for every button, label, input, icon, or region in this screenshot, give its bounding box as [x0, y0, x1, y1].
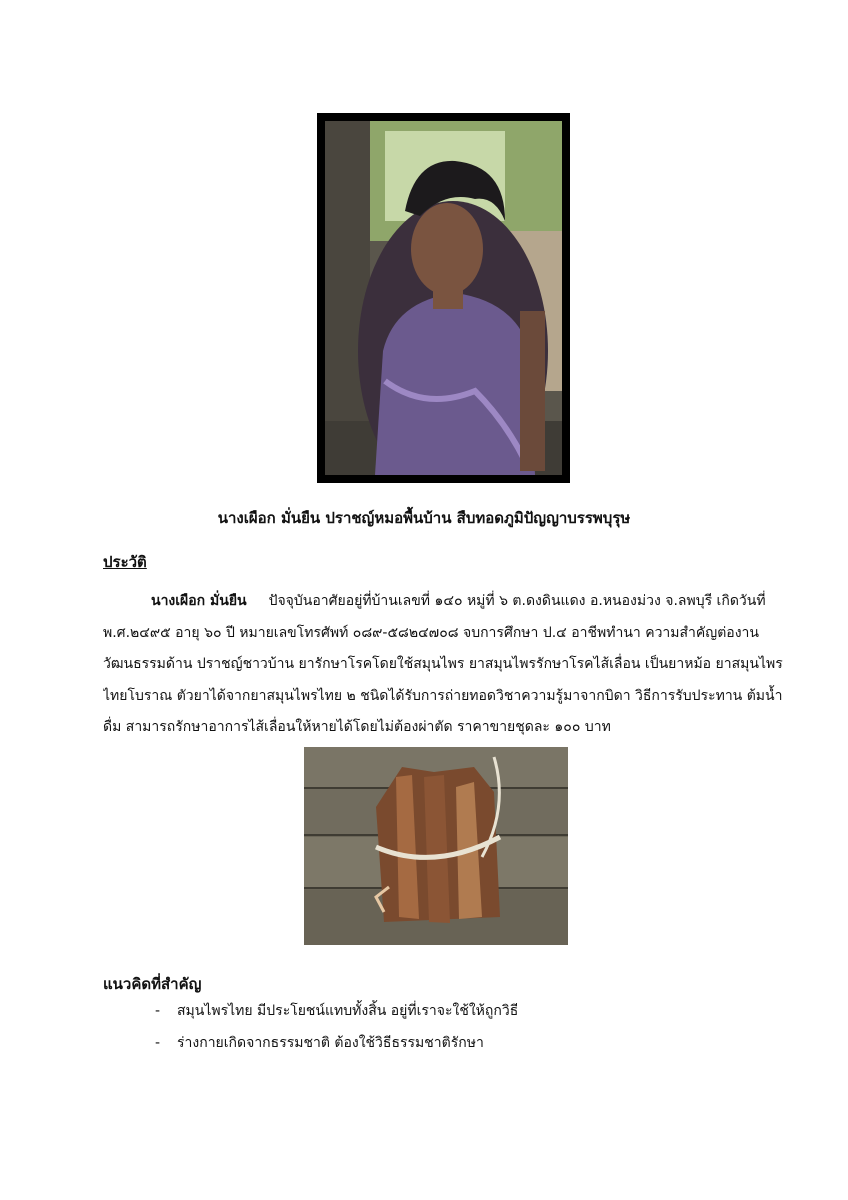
- photo-caption: นางเผือก มั่นยืน ปราชญ์หมอพื้นบ้าน สืบทอดภูมิปัญญาบรรพบุรุษ: [217, 509, 631, 527]
- biography-line-1: นางเผือก มั่นยืน ปัจจุบันอาศัยอยู่ที่บ้านเลขที่ ๑๔๐ หมู่ที่ ๖ ต.ดงดินแดง อ.หนองม่วง จ.ลพบุรี เกิดวันที่: [151, 593, 766, 609]
- portrait-photo: [317, 113, 570, 483]
- history-heading: ประวัติ: [103, 553, 147, 571]
- herb-bundle-photo: [304, 747, 568, 945]
- biography-line-3: วัฒนธรรมด้าน ปราชญ์ชาวบ้าน ยารักษาโรคโดยใช้สมุนไพร ยาสมุนไพรรักษาโรคไส้เลื่อน เป็นยาหม้อ ยาสมุนไพร: [103, 656, 783, 672]
- concepts-heading: แนวคิดที่สำคัญ: [103, 975, 202, 993]
- biography-line-2: พ.ศ.๒๔๙๕ อายุ ๖๐ ปี หมายเลขโทรศัพท์ ๐๘๙-๕๘๒๔๗๐๘ จบการศึกษา ป.๔ อาชีพทำนา ความสำคัญต่องาน: [103, 624, 759, 641]
- concepts-list: [155, 998, 518, 1062]
- biography-line-4: ไทยโบราณ ตัวยาได้จากยาสมุนไพรไทย ๒ ชนิดได้รับการถ่ายทอดวิชาความรู้มาจากบิดา วิธีการรับประทาน ต้มน้ำ: [103, 687, 783, 704]
- biography-paragraph: [103, 586, 793, 744]
- herb-bundle-image: [304, 747, 568, 945]
- list-item: - ร่างกายเกิดจากธรรมชาติ ต้องใช้วิธีธรรมชาติรักษา: [155, 1035, 484, 1051]
- list-item: - สมุนไพรไทย มีประโยชน์แทบทั้งสิ้น อยู่ที่เราจะใช้ให้ถูกวิธี: [155, 1003, 519, 1019]
- person-name: นางเผือก มั่นยืน: [151, 593, 247, 609]
- biography-line-5: ดื่ม สามารถรักษาอาการไส้เลื่อนให้หายได้โดยไม่ต้องผ่าตัด ราคาขายชุดละ ๑๐๐ บาท: [103, 719, 611, 735]
- portrait-image: [325, 121, 562, 475]
